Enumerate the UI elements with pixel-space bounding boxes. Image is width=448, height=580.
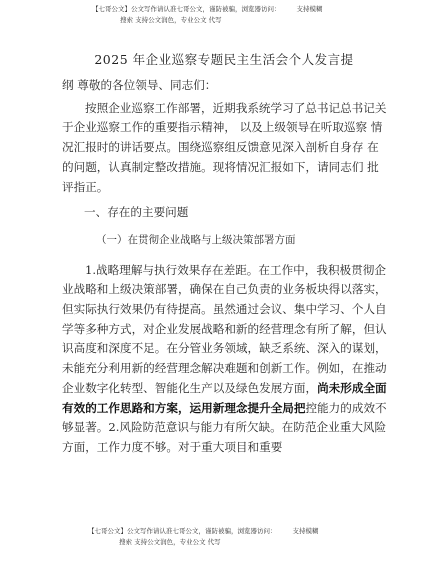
footer-ad-line-1 [0, 526, 448, 537]
document-title: 2025 年企业巡察专题民主生活会个人发言提 [94, 52, 354, 67]
header-ad-line-2: 搜索 支持公文润色，专业公文 代写 [120, 16, 222, 24]
point-1-bold-text: 尚未形成全面有效的工作思路和方案，运用新理念提升全局把 [62, 380, 387, 415]
greeting: 纲 尊敬的各位领导、同志们： [62, 78, 217, 92]
intro-paragraph: 按照企业巡察工作部署，近期我系统学习了总书记总书记关于企业巡察工作的重要指示精神， 以及上级领导在听取巡察 情况汇报时的讲话要点。围绕巡察组反馈意见深入剖析自身存 在的问题，认真制定整改措施。现将情况汇报如下，请同志们 批评指正。 [62, 100, 387, 194]
point-1-after-text: 控能力的成效不够显著。2.风险防范意识与能力有所欠缺。在防范企业重大风险方面，工作力度不够。对于重大项目和重要 [62, 400, 387, 454]
point-1-text: 1.战略理解与执行效果存在差距。在工作中，我积极贯彻企业战略和上级决策部署，确保在自己负责的业务板块得以落实，但实际执行效果仍有待提高。虽然通过会议、集中学习、个人自学等多种方式，对企业发展战略和新的经营理念有所了解，但认识高度和深度不足。在分管业务领域，缺乏系统、深入的谋划，未能充分利用新的经营理念解决难题和创新工作。例如，在推动企业数字化转型、智能化生产以及绿色发展方面， [62, 262, 387, 395]
footer-ad-line-2: 搜索 支持公文润色，专业公文 代写 [119, 538, 221, 546]
section-heading-problems: 一、存在的主要问题 [84, 205, 189, 220]
footer-ad-fuzzy-text: 支持模糊 [292, 527, 319, 535]
header-ad-fuzzy-text: 支持模糊 [296, 5, 323, 13]
footer-ad-banner [0, 526, 448, 548]
document-body [62, 76, 389, 458]
point-1-paragraph [62, 261, 389, 458]
header-ad-line-1 [0, 4, 448, 15]
subsection-heading-strategy: （一）在贯彻企业战略与上级决策部署方面 [96, 233, 296, 246]
header-ad-text: 【七哥公文】公文写作请认准七哥公文，谨防被骗，浏览器访问： [92, 5, 281, 13]
footer-ad-text: 【七哥公文】公文写作请认准七哥公文，谨防被骗，浏览器访问： [88, 527, 277, 535]
header-ad-banner [0, 4, 448, 26]
